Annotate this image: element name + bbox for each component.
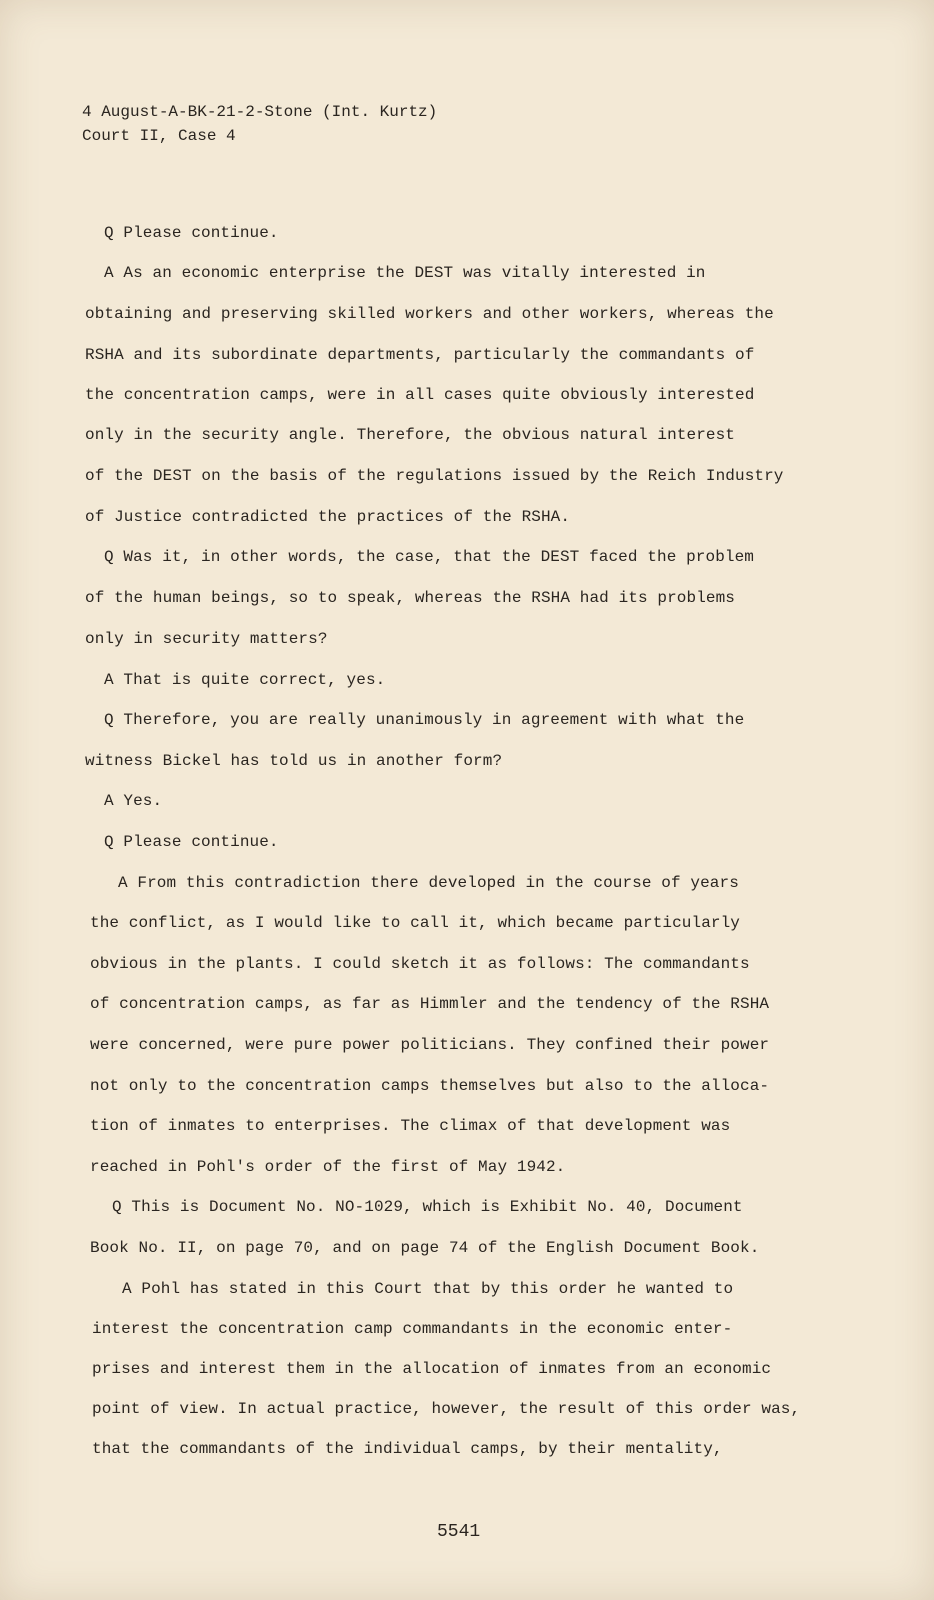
text-line: RSHA and its subordinate departments, particularly the commandants of xyxy=(85,346,755,364)
text-line: obvious in the plants. I could sketch it as follows: The commandants xyxy=(90,955,750,973)
text-line: A Pohl has stated in this Court that by this order he wanted to xyxy=(122,1280,734,1298)
text-line: were concerned, were pure power politicians. They confined their power xyxy=(90,1036,770,1054)
document-header xyxy=(82,100,437,148)
text-line: of Justice contradicted the practices of the RSHA. xyxy=(85,508,571,526)
text-line: A From this contradiction there developed in the course of years xyxy=(118,874,739,892)
page-number: 5541 xyxy=(437,1522,481,1542)
header-line-2: Court II, Case 4 xyxy=(82,127,236,145)
header-line-1: 4 August-A-BK-21-2-Stone (Int. Kurtz) xyxy=(82,103,438,121)
text-line: the conflict, as I would like to call it, which became particularly xyxy=(90,914,741,932)
text-line: prises and interest them in the allocation of inmates from an economic xyxy=(92,1360,772,1378)
text-line: that the commandants of the individual camps, by their mentality, xyxy=(92,1440,723,1458)
text-line: reached in Pohl's order of the first of May 1942. xyxy=(90,1158,566,1176)
text-line: of the human beings, so to speak, whereas the RSHA had its problems xyxy=(85,589,736,607)
text-line: Q This is Document No. NO-1029, which is Exhibit No. 40, Document xyxy=(112,1198,743,1216)
text-line: obtaining and preserving skilled workers and other workers, whereas the xyxy=(85,305,774,323)
text-line: tion of inmates to enterprises. The climax of that development was xyxy=(90,1117,731,1135)
text-line: of the DEST on the basis of the regulations issued by the Reich Industry xyxy=(85,467,784,485)
text-line: A That is quite correct, yes. xyxy=(104,671,386,689)
text-line: A As an economic enterprise the DEST was vitally interested in xyxy=(104,264,706,282)
text-line: the concentration camps, were in all cases quite obviously interested xyxy=(85,386,755,404)
text-line: of concentration camps, as far as Himmler and the tendency of the RSHA xyxy=(90,995,770,1013)
text-line: Q Was it, in other words, the case, that the DEST faced the problem xyxy=(104,548,755,566)
text-line: Book No. II, on page 70, and on page 74 of the English Document Book. xyxy=(90,1239,760,1257)
text-line: Q Therefore, you are really unanimously in agreement with what the xyxy=(104,711,745,729)
text-line: only in security matters? xyxy=(85,630,328,648)
text-line: A Yes. xyxy=(104,792,163,810)
text-line: Q Please continue. xyxy=(104,224,279,242)
text-line: interest the concentration camp commandants in the economic enter- xyxy=(92,1320,733,1338)
text-line: only in the security angle. Therefore, the obvious natural interest xyxy=(85,426,736,444)
text-line: not only to the concentration camps themselves but also to the alloca- xyxy=(90,1077,770,1095)
text-line: point of view. In actual practice, however, the result of this order was, xyxy=(92,1400,801,1418)
text-line: witness Bickel has told us in another form? xyxy=(85,752,503,770)
text-line: Q Please continue. xyxy=(104,833,279,851)
